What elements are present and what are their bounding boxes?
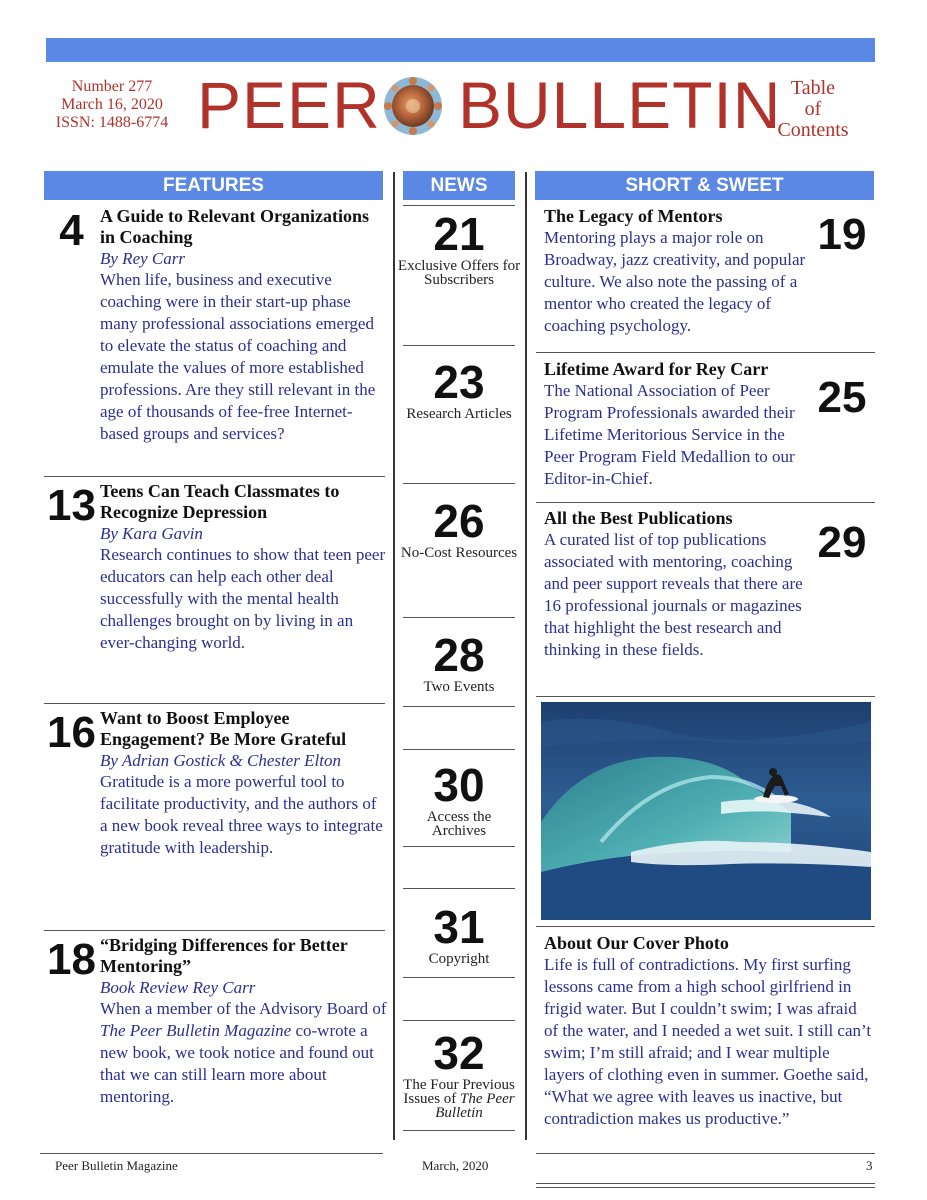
news-label: Research Articles (406, 406, 512, 422)
page-number: 26 (433, 495, 485, 547)
divider (403, 706, 515, 707)
short-item[interactable] (544, 359, 874, 490)
masthead-title-peer: PEER (197, 68, 381, 142)
page-number: 31 (433, 901, 485, 953)
news-label: Copyright (428, 951, 490, 967)
issue-date: March 16, 2020 (61, 96, 163, 113)
footer-divider (536, 1183, 875, 1184)
short-title: The Legacy of Mentors (544, 206, 723, 226)
feature-title: “Bridging Differences for Better Mentoring” (100, 935, 348, 976)
news-item[interactable] (397, 1028, 521, 1120)
page-number: 30 (433, 759, 485, 811)
footer-divider (40, 1153, 383, 1154)
short-sweet-column-header: SHORT & SWEET (535, 171, 874, 200)
cover-photo-caption (544, 933, 874, 1130)
page-number: 18 (47, 935, 96, 984)
feature-byline: By Rey Carr (100, 249, 185, 268)
news-item[interactable] (397, 902, 521, 966)
divider (403, 977, 515, 978)
footer-divider (536, 1187, 875, 1188)
issn: ISSN: 1488-6774 (55, 114, 169, 131)
short-description: A curated list of top publications associated with mentoring, coaching and peer support reveals that there are 16 professional journals or magazines that highlight the best research and thinking in these fields. (544, 530, 803, 659)
feature-title: Teens Can Teach Classmates to Recognize Depression (100, 481, 340, 522)
short-item[interactable] (544, 508, 874, 661)
news-column-header: NEWS (403, 171, 515, 200)
divider (536, 352, 875, 353)
divider (403, 1020, 515, 1021)
news-item[interactable] (405, 760, 513, 838)
short-title: All the Best Publications (544, 508, 733, 528)
footer-date: March, 2020 (422, 1158, 489, 1173)
mandala-emblem-icon (383, 76, 443, 136)
page-number: 28 (433, 629, 485, 681)
page-number: 13 (47, 481, 96, 530)
column-divider-left (393, 172, 395, 1140)
news-item[interactable] (397, 630, 521, 694)
divider (403, 345, 515, 346)
issue-info (48, 78, 176, 132)
short-description: The National Association of Peer Program Professionals awarded their Lifetime Meritorious Service in the Peer Program Field Medallion to our Editor-in-Chief. (544, 381, 795, 488)
news-item[interactable] (397, 357, 521, 421)
divider (536, 696, 875, 697)
magazine-title: The Peer Bulletin Magazine (100, 1021, 292, 1040)
divider (403, 749, 515, 750)
news-label: The Four Previous Issues of The Peer Bulletin (403, 1077, 515, 1121)
divider (403, 888, 515, 889)
news-label: Two Events (423, 679, 495, 695)
cover-description: Life is full of contradictions. My first surfing lessons came from a high school girlfriend in frigid water. But I couldn’t swim; I was afraid of the water, and I needed a wet suit. I still can’t swim; I’m still afraid; and I wear multiple layers of clothing even in summer. Goethe said, “What we agree with leaves us inactive, but contradiction makes us productive.” (544, 955, 872, 1128)
divider (403, 483, 515, 484)
feature-byline: By Adrian Gostick & Chester Elton (100, 751, 341, 770)
divider (44, 703, 385, 704)
short-title: Lifetime Award for Rey Carr (544, 359, 769, 379)
news-label: Access the Archives (426, 809, 492, 839)
news-label: Exclusive Offers for Subscribers (397, 258, 521, 288)
page-number: 16 (47, 708, 96, 757)
magazine-title: The Peer Bulletin (435, 1091, 515, 1121)
masthead-title-bulletin: BULLETIN (458, 68, 782, 142)
divider (536, 926, 875, 927)
feature-description: When life, business and executive coaching were in their start-up phase many professional associations emerged to elevate the status of coaching and emulate the values of more established professions. Are they still relevant in the age of thousands of fee-free Internet-based groups and services? (100, 270, 376, 443)
cover-photo-surfer (541, 702, 871, 920)
feature-byline: Book Review Rey Carr (100, 978, 256, 997)
news-item[interactable] (397, 496, 521, 560)
table-of-contents-label: Table of Contents (777, 77, 849, 141)
divider (403, 205, 515, 206)
divider (403, 1130, 515, 1131)
page-number: 32 (433, 1027, 485, 1079)
feature-description: Research continues to show that teen peer educators can help each other deal successfully with the mental health challenges brought on by living in an ever-changing world. (100, 545, 386, 652)
column-divider-right (525, 172, 527, 1140)
footer-publication-name: Peer Bulletin Magazine (55, 1158, 178, 1173)
page-number: 23 (433, 356, 485, 408)
page-number: 21 (433, 208, 485, 260)
feature-description: Gratitude is a more powerful tool to facilitate productivity, and the authors of a new book reveal three ways to integrate gratitude with leadership. (100, 772, 383, 857)
feature-byline: By Kara Gavin (100, 524, 203, 543)
divider (44, 476, 385, 477)
top-banner-bar (46, 38, 875, 62)
footer-divider (536, 1153, 875, 1154)
feature-title: Want to Boost Employee Engagement? Be More Grateful (100, 708, 347, 749)
page-number: 29 (817, 518, 867, 567)
divider (403, 617, 515, 618)
divider (536, 502, 875, 503)
page-number: 4 (59, 206, 84, 255)
short-item[interactable] (544, 206, 874, 337)
divider (403, 846, 515, 847)
features-column-header: FEATURES (44, 171, 383, 200)
news-label: No-Cost Resources (400, 545, 518, 561)
page-number: 25 (817, 373, 867, 422)
cover-title: About Our Cover Photo (544, 933, 729, 953)
issue-number: Number 277 (71, 78, 153, 95)
news-item[interactable] (397, 209, 521, 287)
feature-description: When a member of the Advisory Board of The Peer Bulletin Magazine co-wrote a new book, we took notice and found out that we can still learn more about mentoring. (100, 999, 387, 1106)
footer-page-number: 3 (866, 1158, 873, 1173)
divider (44, 930, 385, 931)
feature-title: A Guide to Relevant Organizations in Coaching (100, 206, 369, 247)
short-description: Mentoring plays a major role on Broadway, jazz creativity, and popular culture. We also note the passing of a mentor who created the legacy of coaching psychology. (544, 228, 806, 335)
page-number: 19 (817, 210, 867, 259)
